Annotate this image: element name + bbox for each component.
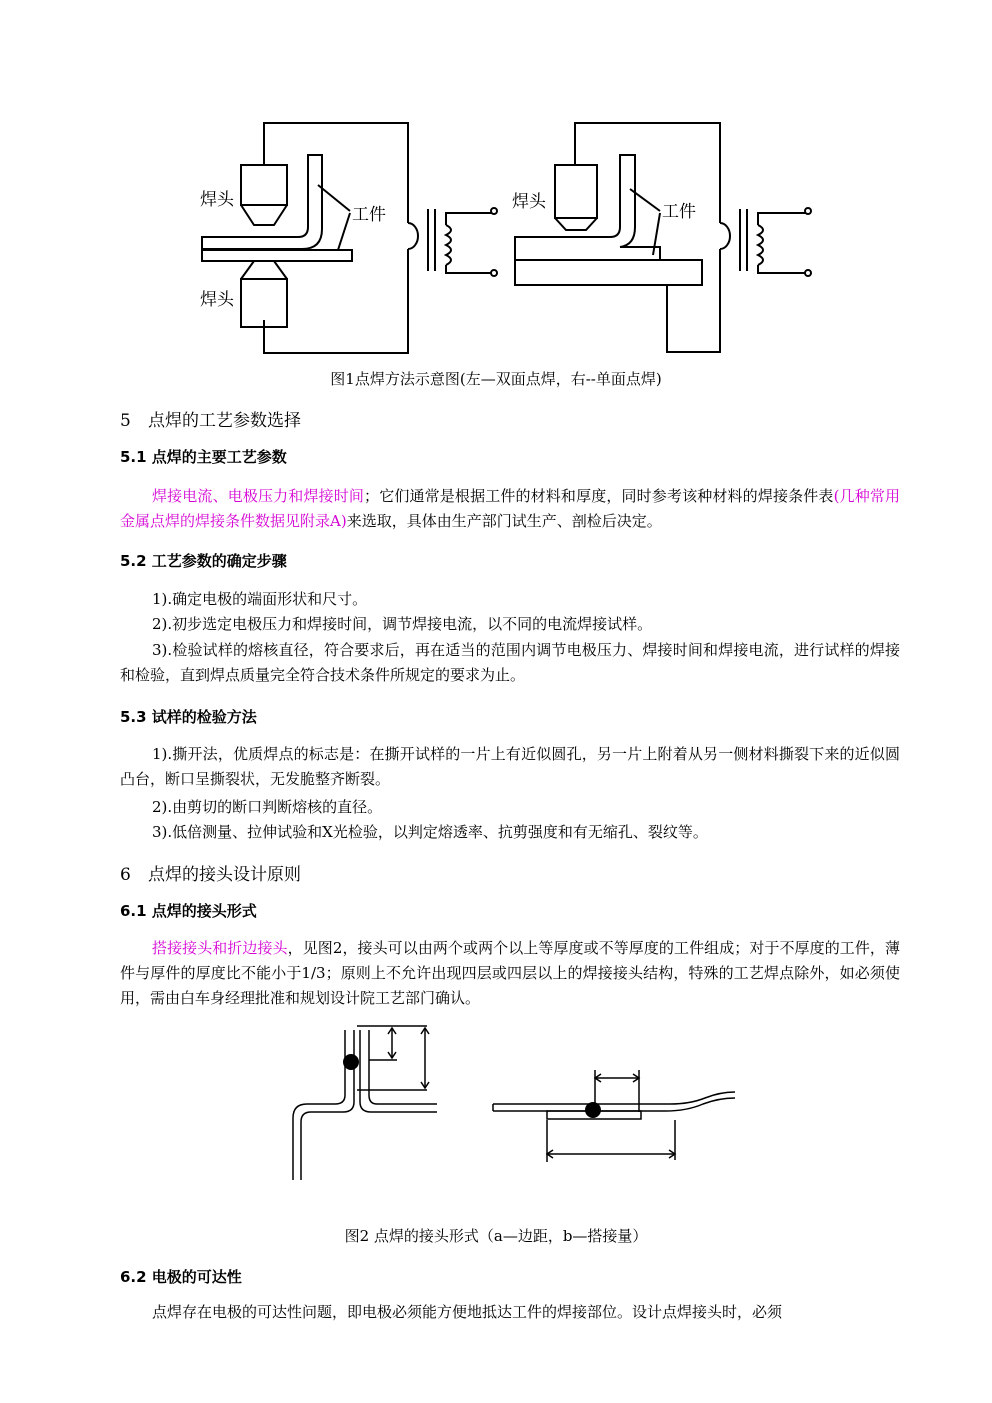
flange-weld-spot <box>343 1054 359 1070</box>
figure-2-caption: 图2 点焊的接头形式（a—边距，b—搭接量） <box>344 1227 648 1245</box>
label-workpiece-left: 工件 <box>352 205 386 225</box>
section-5-1-heading: 5.1 点焊的主要工艺参数 <box>120 448 287 466</box>
highlight-joint-types: 搭接接头和折边接头 <box>152 939 288 957</box>
label-head-right: 焊头 <box>512 192 546 212</box>
paragraph-text: ；它们通常是根据工件的材料和厚度，同时参考该种材料的焊接条件表 <box>364 487 834 505</box>
list-item: 2).由剪切的断口判断熔核的直径。 <box>152 798 383 816</box>
section-5-2-heading: 5.2 工艺参数的确定步骤 <box>120 552 287 570</box>
section-5-title: 点焊的工艺参数选择 <box>148 411 301 431</box>
highlight-appendix-ref: (几种常用金属点焊的焊接条件数据见附录A) <box>120 487 900 530</box>
figure-1-spot-welding-diagram <box>190 115 830 365</box>
figure-1-caption: 图1点焊方法示意图(左—双面点焊，右--单面点焊) <box>330 370 662 388</box>
section-6-number: 6 <box>120 865 131 885</box>
section-5-3-heading: 5.3 试样的检验方法 <box>120 708 257 726</box>
left-top-electrode <box>241 165 287 205</box>
paragraph-text: ，见图2，接头可以由两个或两个以上等厚度或不等厚度的工件组成；对于不厚度的工件，薄件与厚件的厚度比不能小于1/3；原则上不允许出现四层或四层以上的焊接接头结构，特殊的工艺焊点除外，如必须使用，需由白车身经理批准和规划设计院工艺部门确认。 <box>120 939 900 1007</box>
left-lower-sheet <box>202 250 352 261</box>
list-item: 3).检验试样的熔核直径，符合要求后，再在适当的范围内调节电极压力、焊接时间和焊接电流，进行试样的焊接和检验，直到焊点质量完全符合技术条件所规定的要求为止。 <box>120 641 900 684</box>
list-item: 3).低倍测量、拉伸试验和X光检验，以判定熔透率、抗剪强度和有无缩孔、裂纹等。 <box>152 823 708 841</box>
list-item: 2).初步选定电极压力和焊接时间，调节焊接电流，以不同的电流焊接试样。 <box>152 615 653 633</box>
section-6-heading <box>120 860 301 885</box>
section-6-2-heading: 6.2 电极的可达性 <box>120 1268 242 1286</box>
section-6-1-paragraph <box>120 936 900 1011</box>
figure-2-joint-types <box>285 1020 745 1215</box>
label-head-bottom-left: 焊头 <box>200 290 234 310</box>
label-head-top-left: 焊头 <box>200 190 234 210</box>
section-6-2-paragraph: 点焊存在电极的可达性问题，即电极必须能方便地抵达工件的焊接部位。设计点焊接头时，必须 <box>152 1303 783 1321</box>
paragraph-text: 来选取，具体由生产部门试生产、剖检后决定。 <box>346 512 662 530</box>
section-5-heading <box>120 406 301 431</box>
section-6-1-heading: 6.1 点焊的接头形式 <box>120 902 257 920</box>
section-6-title: 点焊的接头设计原则 <box>148 865 301 885</box>
right-lower-sheet <box>515 260 702 285</box>
highlight-welding-params: 焊接电流、电极压力和焊接时间 <box>152 487 365 505</box>
list-item: 1).撕开法，优质焊点的标志是：在撕开试样的一片上有近似圆孔，另一片上附着从另一侧材料撕裂下来的近似圆凸台，断口呈撕裂状，无发脆整齐断裂。 <box>120 745 900 788</box>
lap-upper-sheet <box>493 1092 735 1104</box>
section-5-number: 5 <box>120 411 131 431</box>
lap-weld-spot <box>585 1102 601 1118</box>
label-workpiece-right: 工件 <box>662 202 696 222</box>
section-5-1-paragraph <box>120 484 900 534</box>
list-item: 1).确定电极的端面形状和尺寸。 <box>152 590 368 608</box>
left-bottom-electrode <box>241 279 287 327</box>
right-top-electrode <box>555 165 597 218</box>
